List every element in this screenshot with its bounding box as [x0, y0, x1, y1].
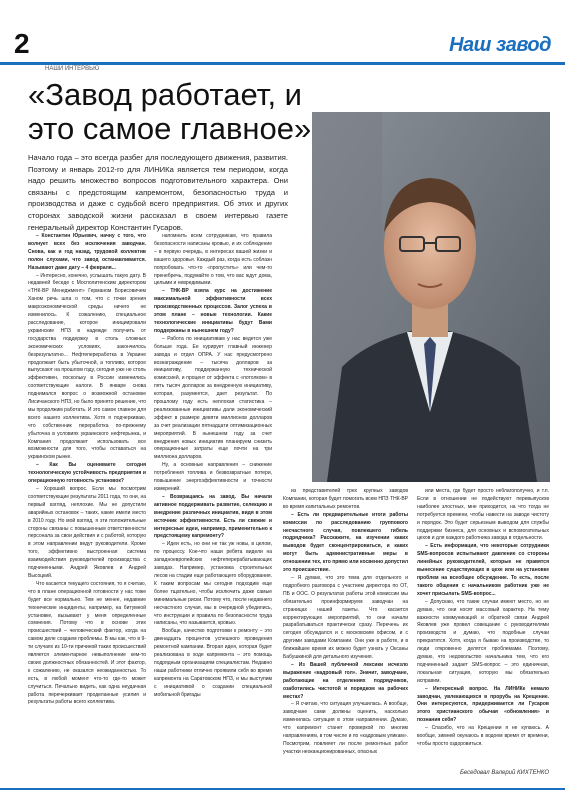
interview-question: – Интересный вопрос. На ЛИНИКе немало заводчан, увлекающихся в прорубь на Крещение. Они интересуются, придерживается ли Гусаров этого христианского обычая «обновления» и познания себя?: [417, 685, 549, 724]
interview-question: – Есть ли предварительные итоги работы комиссии по расследованию группового несчастного случая, повлекшего гибель подрядчика? Расскажите, на изучении каких выводов будет сконцентрироваться, и каких могут быть административные меры в отношении тех, кто прямо или косвенно допустил это происшествие.: [283, 511, 408, 574]
section-label: НАШИ ИНТЕРВЬЮ: [45, 66, 100, 72]
interview-answer: – Я считаю, что ситуация улучшилась. А вообще, заводчане сами должны оценить, насколько изменилась ситуация в этом направлении. Думаю, что капремонт станет проверкой по многим направлениям, в том числе и по «кадровым уликам». Посмотрим, повлияет ли после ремонтных работ участки неоканционированных, опасных: [283, 701, 408, 755]
article-lead: Начало года – это всегда разбег для последующего движения, развития. Поэтому и январь 2012-го для ЛИНИКа является тем периодом, когда надо решить множество вопросов подготовительного характера. Они связаны с предстоящим капремонтом, безопасностью труда и производства и даже с судьбой всего предприятия. Об этих и других сторонах заводской жизни рассказал в своем интервью газете генеральный директор Константин Гусаров.: [28, 153, 288, 232]
interview-answer: – Допускаю, что такие случаи имеют место, но не думаю, что они носят массовый характер. На тему важности коммуникаций и обратной связи Андрей Яковлев уже провел совещание с руководителями производств и думаю, что подобные случаи прекратятся. Хотя, когда я бываю на производстве, то люди откровенно делятся проблемами. Поэтому, думаю, что недовольство начальника тем, что его подчиненный задает SMS-вопрос – это единичная, локальная ситуация, которую мы обязательно исправим.: [417, 598, 549, 684]
interview-question: – ТНК-ВР взяла курс на достижение максимальной эффективности всех производственных процессов. Залог успеха в этом плане – новые технологии. Какие технологические инициативы будут Вами поддержаны в нынешнем году?: [154, 288, 272, 334]
interview-answer: напомнить всем сотрудникам, что правила безопасности написаны кровью, и их соблюдение – в первую очередь, в интересах вашей жизни и вашего здоровья. Каждый раз, когда есть соблазн попробовать что-то «пропустить» или чем-то пренебречь, подумайте о том, что вас ждут дома, целыми и невредимыми.: [154, 233, 272, 287]
text-column-2: [154, 233, 272, 773]
text-column-4: [417, 488, 549, 768]
interview-answer: Ну, а основные направления – снижение потребления топлива и безвозвратные потери, повышение энергоэффективности и точности измерений.: [154, 462, 272, 492]
interview-answer: – Хороший вопрос. Если мы посмотрим соответствующие результаты 2011 года, то они, на первый взгляд, неплохие. Мы не допустили аварийных остановок – таких, какие имели место в 2010 году. Но мой взгляд, я эти положительные стороны связаны с повышенным ответственности персонала за свои действия и с работой, которую в этом направлении ведут руководители. Кроме того, эффективно выстроенная система взаимодействия руководителей производства с подчиненными. Андрей Яковлев и Андрей Высоцкий.: [28, 486, 146, 579]
interview-answer: из представителей трех крупных заводов Компании, которая будет помогать всем НПЗ ТНК-ВР во время капитальных ремонтов.: [283, 488, 408, 510]
interview-question: – Как Вы оцениваете сегодня технологическую устойчивость предприятия и операционную готовность установок?: [28, 462, 146, 485]
interview-answer: – Интересно, конечно, услышать такую дату. В недавней беседе с Мосполитенским директором «ТНК-ВР Менеджмент» Германом Борисовичем Ханом речь шла о том, что с точки зрения макроэкономической среды ничего не изменилось. К сожалению, специальное расследование, которое инициировали украинские НПЗ в надежде получить от государства поддержку в столь сложных экономических условиях, закончилось безрезультатно... Нефтепереработка в Украине продолжает быть убыточной, а топливо, которое выпускают на прошлом году, сегодня уже не столь эффективен, поскольку в России изменились соответствующие налоги. В январе снова поднимался вопрос о возможной остановке Лисичанского НПЗ, но было принято решение, что мы продолжим работать. И это самое главное для всего нашего коллектива. Хотя я подчеркиваю, что собственник переработка по-прежнему убыточна в условиях украинского нефтерынка, и Компания продолжает использовать все возможности для того, чтобы оставаться на украинском рынке.: [28, 272, 146, 461]
text-column-3: [283, 488, 408, 778]
article-headline: «Завод работает, и это самое главное»: [28, 77, 312, 146]
interview-answer: – Идеи есть, но они не так уж новы, в целом, по процессу. Кое-что наши ребята видели на западноевропейских нефтеперерабатывающих заводах. Например, установка строительных лесов на стадии еще работающего оборудования. К таким вопросам мы сегодня подходим еще более тщательно, чтобы исключить даже самые минимальные риски. Потому что, после недавнего несчастного случая, мы в очередной убедились, что инструкции и правила по безопасности труда написаны, что называется, кровью.: [154, 541, 272, 627]
interview-answer: – Я думаю, что это тема для отдельного и подробного разговора с участием директора по ОТ, ПБ и ООС. О результатах работы этой комиссии мы обязательно проинформируем заводчан на страницах нашей газеты. Что касается корректирующих мероприятий, то они начали разрабатываться практически сразу. Перечень их сегодня обсуждался и с московским офисом, и с другими заводами Компании. Они уже в работе, и в ближайшее время их можно будет узнать у Оксаны Бабушкиной для детального изучения.: [283, 574, 408, 661]
interview-answer: или места, где будет просто неблагополучно, и т.п. Если в отношении не подействуют перевыпусков наиболее злостных, мне приходится, на что тогда не потребуется времени, чтобы навести на заводе чистоту и порядок. Это будет серьезным выводом для службы поддержки бизнеса, для основных и вспомогательных цехов и для каждого работника завода в отдельности.: [417, 488, 549, 542]
newspaper-logo: Наш завод: [449, 34, 551, 56]
interview-question: – Из Вашей публичной лексики исчезло выражение «кадровый гол». Значит, заводчане, работающие на отделениях подрядчиков, озаботились чистотой и порядком на рабочих местах?: [283, 661, 408, 700]
footer-rule: [0, 788, 565, 790]
author-signature: Беседовал Валерий КИХТЕНКО: [459, 770, 549, 776]
header-rule: [0, 62, 565, 65]
interview-answer: – Работа по инициативам у нас ведется уже больше года. Ее курирует главный инженер завода и отдел ОПРА. У нас предусмотрено вознаграждение – тысяча долларов за инициативу, поддержанную технической комиссией, и процент от эффекта с «потолком» в пять тысяч долларов за внедренную инициативу, которая, разумеется, дает результат. По прошлому году есть неплохая статистика – реализованные инициативы дали экономический эффект в размере девяти миллионов долларов за счет реализации пятнадцати оптимизационных мероприятий. В нынешнем году за счет внедрения новых инициатив планируем снизить операционные затраты еще почти на три миллиона долларов.: [154, 335, 272, 461]
interview-answer: Что касается текущего состояния, то я считаю, что в плане операционной готовности у нас тоже будет все нормально. Тем не менее, недавние технические инциденты, например, на битумной установке, вызывают у меня определенные сомнения. Потому что в основе этих происшествий – человеческий фактор, когда на самом деле создаем проблемы. В мы как, что в 9-ти случаях из 10-ти причиной таких происшествий является элементарное невыполнение кем-то своих должностных обязанностей. И этот фактор, к сожалению, не оказался неожиданностью. То есть, в любой момент что-то где-то может случиться. Печально видеть, как одна неудачная работа перечеркивает проделанные усилия и результаты работы всего коллектива.: [28, 580, 146, 706]
interview-question: – Есть информация, что некоторые сотрудники SMS-вопросов испытывают давление со стороны линейных руководителей, которые не правятся вынесение существующих в цехе или на установке проблем на всеобщее обсуждение. То есть, после такого общения с начальником работник уже не хочет присылать SMS-вопрос...: [417, 543, 549, 597]
interview-question: – Возвращаясь на завод. Вы начали активное поддерживать развитие, селекцию и внедрение различных инициатив, видя в этом источник эффективности. Есть ли свежие и интересные идеи, например, применительно к предстоящему капремонту?: [154, 493, 272, 540]
page-number: 2: [14, 28, 30, 59]
interview-answer: – Спасибо, что на Крещении я не купаюсь. А вообще, зимней окунаюсь в водоем время от времени, чтобы просто оздоровиться.: [417, 725, 549, 747]
text-column-1: [28, 233, 146, 773]
interview-answer: Вообще, качество подготовки к ремонту – это двенадцать процентов успешного проведения ремонтной кампании. Вторая идея, которая будет реализована в ходе капремонта – это помощь подрядным организациям специалистам. Недавно наши работники отлично проявили себя во время капремонта на Саратовском НПЗ, и мы выступим с инициативой о создании специальной мобильной бригады: [154, 628, 272, 698]
portrait-photo: [312, 112, 550, 482]
interview-question: – Константин Юрьевич, начну с того, что волнует всех без исключения заводчан. Снова, как и год назад, трудовой коллектив полон слухами, что завод останавливается. Называют даже дату – 4 февраля...: [28, 233, 146, 271]
